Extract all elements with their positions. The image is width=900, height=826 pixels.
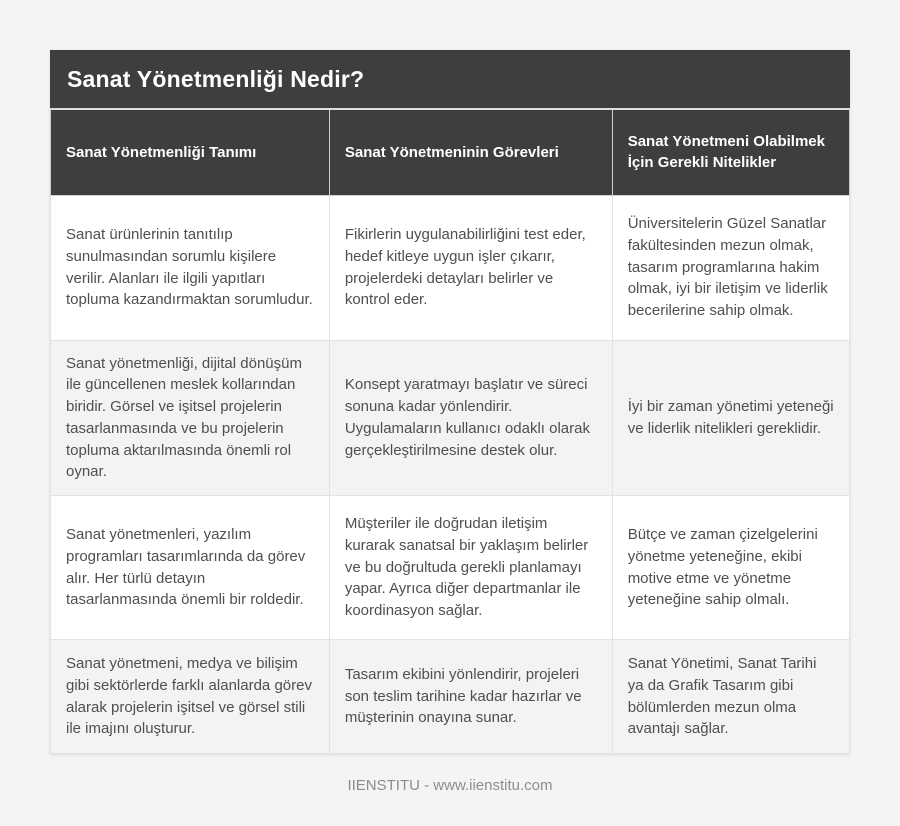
- table-cell: Fikirlerin uygulanabilirliğini test eder, hedef kitleye uygun işler çıkarır, projelerdeki detayları belirler ve kontrol eder.: [329, 195, 612, 340]
- header-row: [51, 109, 850, 195]
- table-cell: Sanat Yönetimi, Sanat Tarihi ya da Grafik Tasarım gibi bölümlerden mezun olma avantajı sağlar.: [612, 640, 849, 754]
- table-cell: Konsept yaratmayı başlatır ve süreci sonuna kadar yönlendirir. Uygulamaların kullanıcı odaklı olarak gerçekleştirilmesine destek olur.: [329, 340, 612, 496]
- column-header-definition: Sanat Yönetmenliği Tanımı: [51, 109, 330, 195]
- table-row: [51, 340, 850, 496]
- table-cell: Sanat yönetmenleri, yazılım programları tasarımlarında da görev alır. Her türlü detayın tasarlanmasında önemli bir roldedir.: [51, 496, 330, 640]
- table-body: [51, 195, 850, 754]
- table-cell: İyi bir zaman yönetimi yeteneği ve liderlik nitelikleri gereklidir.: [612, 340, 849, 496]
- table-cell: Bütçe ve zaman çizelgelerini yönetme yeteneğine, ekibi motive etme ve yönetme yeteneğine sahip olmalı.: [612, 496, 849, 640]
- info-table-card: [50, 50, 850, 754]
- table-cell: Tasarım ekibini yönlendirir, projeleri son teslim tarihine kadar hazırlar ve müşterinin onayına sunar.: [329, 640, 612, 754]
- column-header-qualifications: Sanat Yönetmeni Olabilmek İçin Gerekli Nitelikler: [612, 109, 849, 195]
- table-row: [51, 496, 850, 640]
- table-cell: Sanat ürünlerinin tanıtılıp sunulmasından sorumlu kişilere verilir. Alanları ile ilgili yapıtları topluma kazandırmaktan sorumludur.: [51, 195, 330, 340]
- footer-attribution: IIENSTITU - www.iienstitu.com: [347, 777, 553, 794]
- info-table: [50, 108, 850, 754]
- page-title: Sanat Yönetmenliği Nedir?: [50, 50, 850, 108]
- column-header-duties: Sanat Yönetmeninin Görevleri: [329, 109, 612, 195]
- table-cell: Müşteriler ile doğrudan iletişim kurarak sanatsal bir yaklaşım belirler ve bu doğrultuda gerekli planlamayı yapar. Ayrıca diğer departmanlar ile koordinasyon sağlar.: [329, 496, 612, 640]
- table-header: [51, 109, 850, 195]
- table-cell: Sanat yönetmeni, medya ve bilişim gibi sektörlerde farklı alanlarda görev alarak projelerin işitsel ve görsel stili ile imajını oluşturur.: [51, 640, 330, 754]
- table-row: [51, 640, 850, 754]
- table-cell: Sanat yönetmenliği, dijital dönüşüm ile güncellenen meslek kollarından biridir. Görsel ve işitsel projelerin tasarlanmasında ve bu projelerin topluma aktarılmasında önemli rol oynar.: [51, 340, 330, 496]
- table-row: [51, 195, 850, 340]
- table-cell: Üniversitelerin Güzel Sanatlar fakültesinden mezun olmak, tasarım programlarına hakim olmak, iyi bir iletişim ve liderlik becerilerine sahip olmak.: [612, 195, 849, 340]
